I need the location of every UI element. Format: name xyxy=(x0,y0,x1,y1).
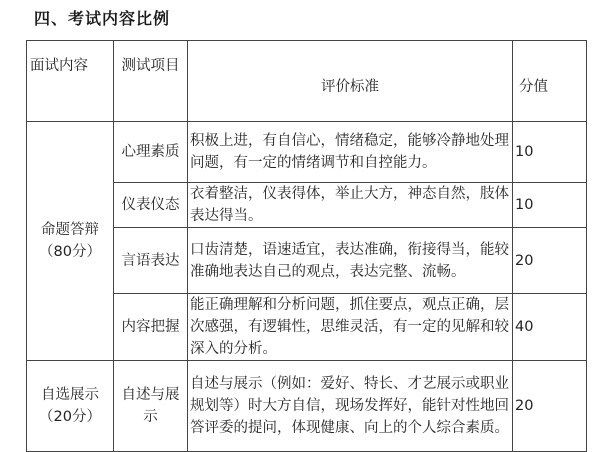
header-item: 测试项目 xyxy=(114,41,188,122)
category-name: 自选展示 xyxy=(41,387,99,403)
score-cell: 20 xyxy=(513,228,587,294)
score-cell: 10 xyxy=(513,183,587,228)
item-cell: 仪表仪态 xyxy=(114,183,188,228)
table-header-row xyxy=(27,41,587,122)
criteria-cell: 积极上进，有自信心，情绪稳定，能够冷静地处理问题，有一定的情绪调节和自控能力。 xyxy=(188,122,513,183)
criteria-cell: 口齿清楚，语速适宜，表达准确，衔接得当，能较准确地表达自己的观点，表达完整、流畅。 xyxy=(188,228,513,294)
category-cell xyxy=(27,122,114,361)
header-criteria: 评价标准 xyxy=(188,41,513,122)
item-cell: 内容把握 xyxy=(114,294,188,361)
criteria-cell: 衣着整洁，仪表得体，举止大方，神态自然，肢体表达得当。 xyxy=(188,183,513,228)
criteria-cell: 能正确理解和分析问题，抓住要点，观点正确，层次感强，有逻辑性，思维灵活，有一定的见解和较深入的分析。 xyxy=(188,294,513,361)
score-cell: 40 xyxy=(513,294,587,361)
header-content: 面试内容 xyxy=(27,41,114,122)
criteria-cell: 自述与展示（例如：爱好、特长、才艺展示或职业规划等）时大方自信，现场发挥好，能针对性地回答评委的提问，体现健康、向上的个人综合素质。 xyxy=(188,361,513,452)
score-cell: 10 xyxy=(513,122,587,183)
item-cell: 言语表达 xyxy=(114,228,188,294)
table-row xyxy=(27,361,587,452)
score-cell: 20 xyxy=(513,361,587,452)
table-row xyxy=(27,122,587,183)
category-points: （20分） xyxy=(39,409,101,425)
category-cell xyxy=(27,361,114,452)
header-score: 分值 xyxy=(513,41,587,122)
item-cell: 心理素质 xyxy=(114,122,188,183)
category-points: （80分） xyxy=(39,244,101,260)
item-cell: 自述与展示 xyxy=(114,361,188,452)
exam-content-table xyxy=(26,40,587,452)
category-name: 命题答辩 xyxy=(41,222,99,238)
section-heading: 四、考试内容比例 xyxy=(34,9,171,28)
